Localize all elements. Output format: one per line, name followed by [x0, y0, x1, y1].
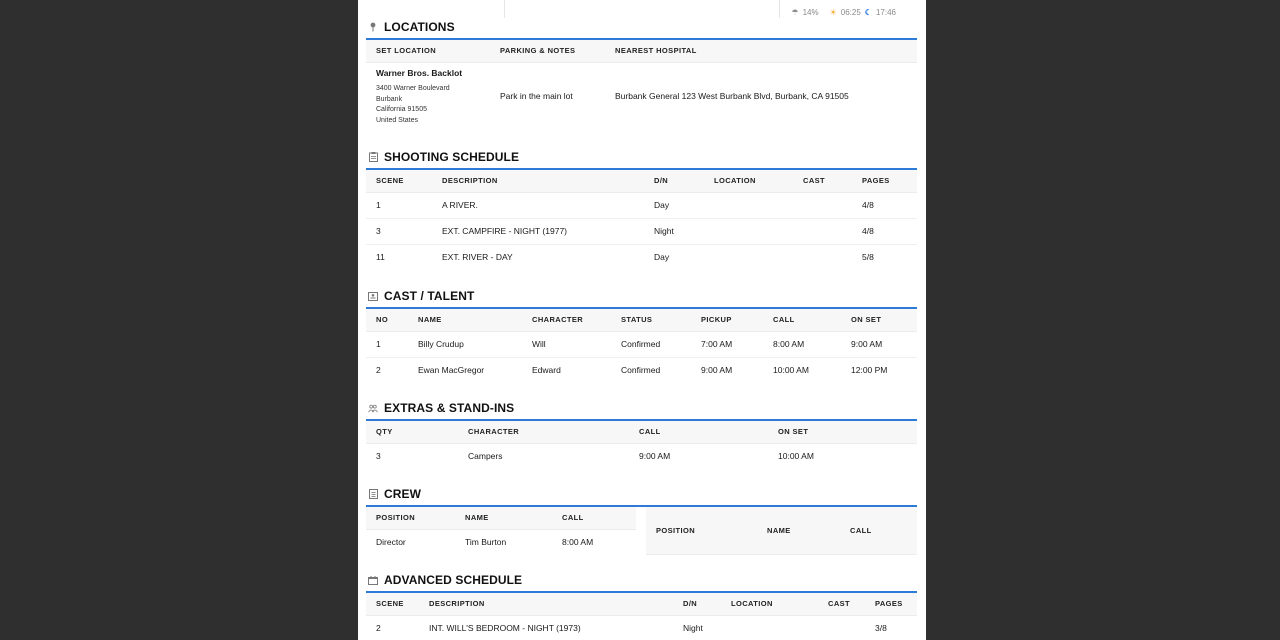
crew-table-right: [646, 507, 917, 555]
rain-icon: ☂: [791, 8, 799, 17]
table-row: 3 Campers 9:00 AM 10:00 AM: [376, 451, 814, 462]
column-header: NAME: [455, 507, 552, 529]
table-row: 2 INT. WILL'S BEDROOM - NIGHT (1973) Night 3/8: [376, 623, 887, 634]
location-address: 3400 Warner Boulevard Burbank California 91505 United States: [376, 85, 450, 124]
column-header: QTY: [366, 421, 458, 443]
table-row: 3 EXT. CAMPFIRE - NIGHT (1977) Night 4/8: [366, 218, 917, 244]
section-title: LOCATIONS: [366, 18, 917, 36]
column-header: D/N: [673, 593, 721, 615]
section-title: CREW: [366, 485, 917, 503]
column-header: CALL: [840, 507, 917, 555]
column-header: PICKUP: [691, 309, 763, 331]
column-header: DESCRIPTION: [432, 170, 644, 192]
locations-table: [366, 40, 917, 130]
sunset-value: 17:46: [875, 8, 896, 17]
section-title: CAST / TALENT: [366, 287, 917, 305]
section-title: SHOOTING SCHEDULE: [366, 148, 917, 166]
column-header: CHARACTER: [458, 421, 629, 443]
badge-icon: [368, 489, 378, 499]
column-header: PARKING & NOTES: [490, 40, 605, 62]
table-row: Director Tim Burton 8:00 AM: [376, 537, 594, 548]
parking-notes: Park in the main lot: [500, 91, 573, 102]
shooting-schedule-section: [366, 148, 917, 270]
column-header: CAST: [793, 170, 852, 192]
column-header: LOCATION: [704, 170, 793, 192]
advanced-schedule-section: [366, 571, 917, 640]
column-header: CALL: [552, 507, 636, 529]
section-title: ADVANCED SCHEDULE: [366, 571, 917, 589]
column-header: ON SET: [768, 421, 917, 443]
crew-section: [366, 485, 917, 555]
extras-table: [366, 421, 917, 469]
divider: [504, 0, 505, 18]
cast-table: [366, 309, 917, 383]
column-header: ON SET: [841, 309, 917, 331]
id-card-icon: [368, 291, 378, 301]
sunrise-value: 06:25: [840, 8, 861, 17]
column-header: SCENE: [366, 170, 432, 192]
column-header: STATUS: [611, 309, 691, 331]
column-header: CALL: [629, 421, 768, 443]
people-icon: [368, 403, 378, 413]
sun-icon: ☀: [829, 8, 837, 17]
column-header: NEAREST HOSPITAL: [605, 40, 917, 62]
column-header: POSITION: [646, 507, 757, 555]
column-header: CALL: [763, 309, 841, 331]
column-header: POSITION: [366, 507, 455, 529]
column-header: PAGES: [865, 593, 917, 615]
column-header: DESCRIPTION: [419, 593, 673, 615]
table-row: 1 A RIVER. Day 4/8: [366, 192, 917, 218]
table-row: 11 EXT. RIVER - DAY Day 5/8: [376, 252, 874, 263]
column-header: PAGES: [852, 170, 917, 192]
section-title: EXTRAS & STAND-INS: [366, 399, 917, 417]
column-header: SET LOCATION: [366, 40, 490, 62]
column-header: NAME: [408, 309, 522, 331]
extras-section: [366, 399, 917, 469]
divider: [779, 0, 780, 18]
set-location-cell: [366, 62, 490, 130]
precip-value: 14%: [802, 8, 819, 17]
advanced-schedule-table: [366, 593, 917, 640]
locations-section: [366, 18, 917, 130]
nearest-hospital: Burbank General 123 West Burbank Blvd, Burbank, CA 91505: [615, 91, 849, 102]
column-header: SCENE: [366, 593, 419, 615]
crew-tables: [366, 507, 917, 555]
table-row: [366, 62, 917, 130]
column-header: D/N: [644, 170, 704, 192]
location-name: Warner Bros. Backlot: [376, 68, 463, 79]
moon-icon: ☾: [864, 8, 872, 17]
column-header: CHARACTER: [522, 309, 611, 331]
column-header: NAME: [757, 507, 840, 555]
shooting-schedule-table: [366, 170, 917, 270]
weather-summary: [791, 8, 896, 17]
table-row: 1 Billy Crudup Will Confirmed 7:00 AM 8:00 AM 9:00 AM: [366, 331, 917, 357]
crew-table-left: [366, 507, 636, 555]
column-header: LOCATION: [721, 593, 818, 615]
map-pin-icon: [368, 22, 378, 32]
cast-section: [366, 287, 917, 383]
call-sheet-page: [358, 0, 926, 640]
column-header: CAST: [818, 593, 865, 615]
column-header: NO: [366, 309, 408, 331]
table-row: 2 Ewan MacGregor Edward Confirmed 9:00 AM 10:00 AM 12:00 PM: [376, 365, 888, 376]
header-strip: [358, 0, 926, 20]
clipboard-icon: [368, 152, 378, 162]
calendar-icon: [368, 575, 378, 585]
